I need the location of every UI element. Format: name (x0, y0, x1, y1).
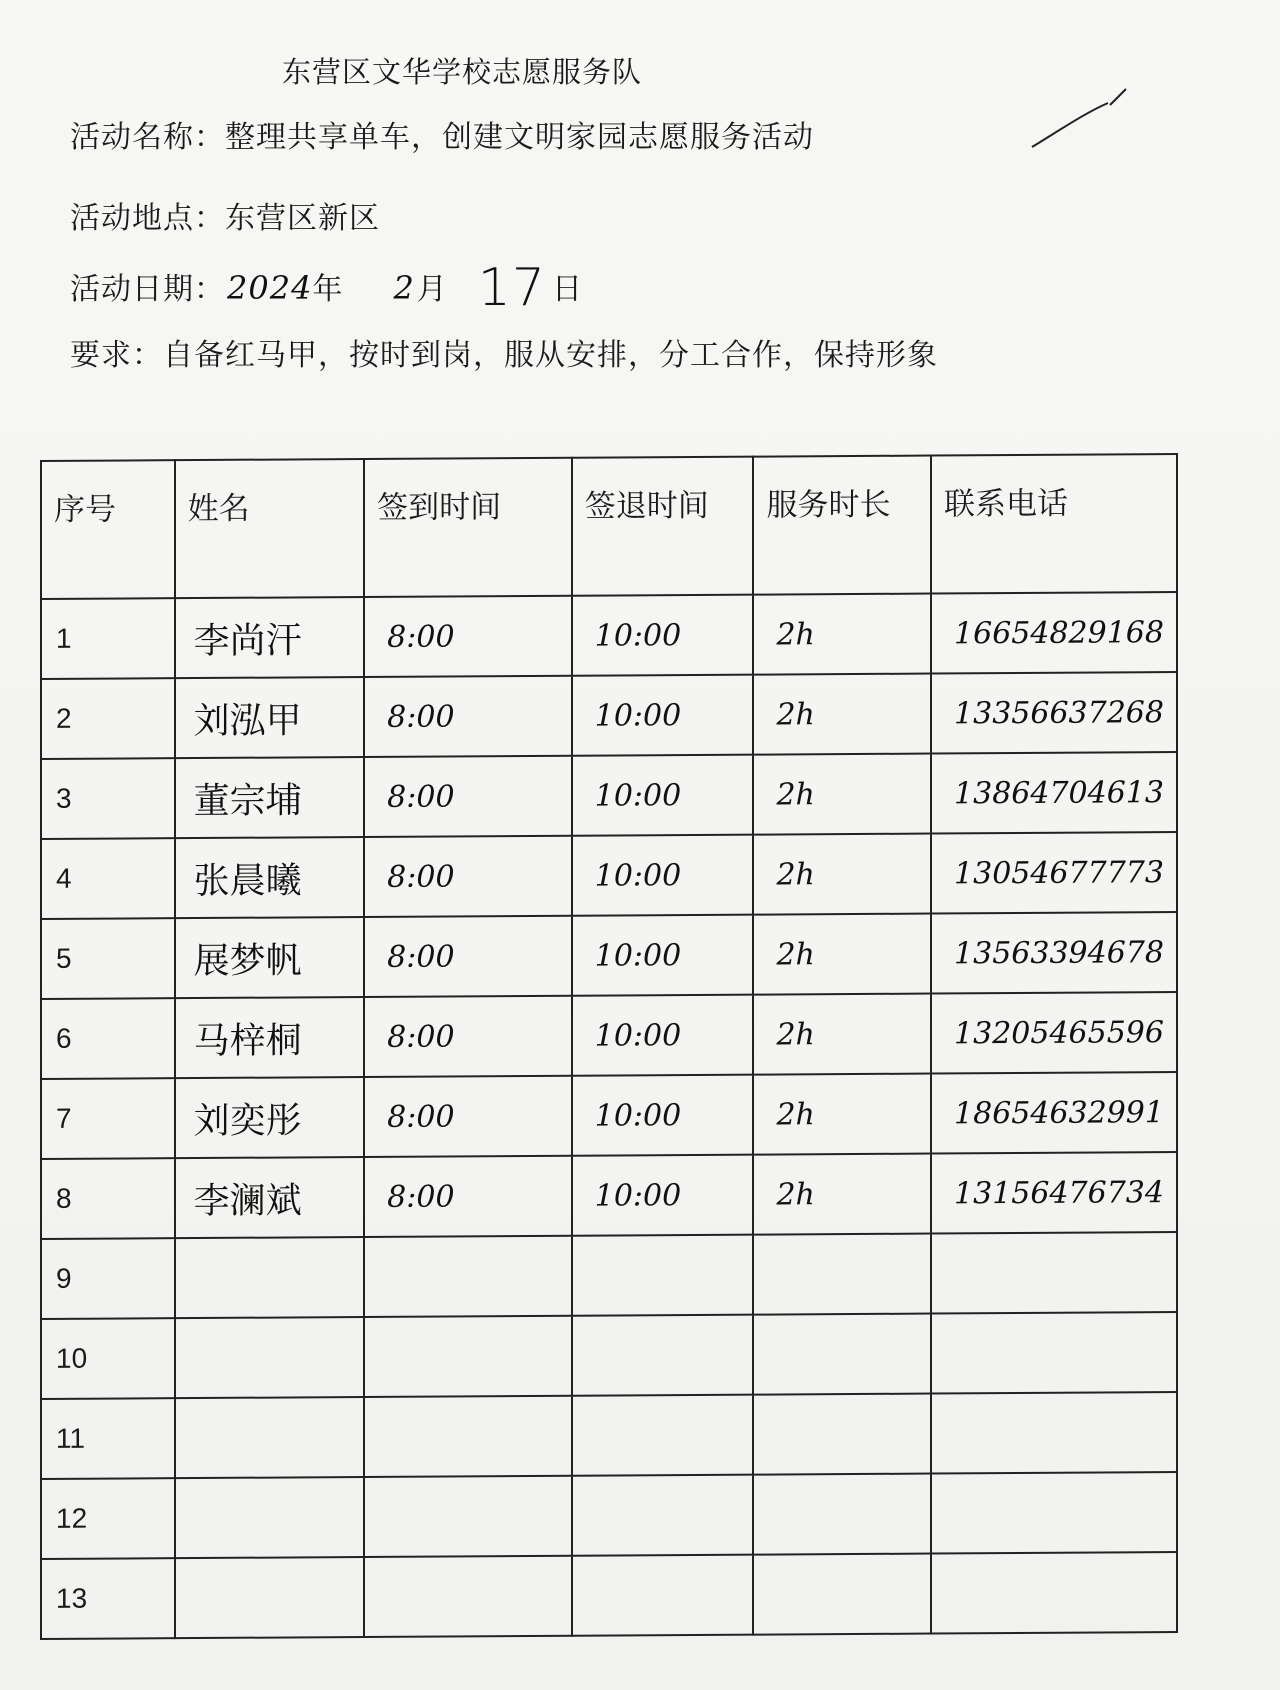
activity-name-line (70, 112, 814, 156)
cell-name (175, 1557, 365, 1638)
cell-sign-out: 10:00 (572, 915, 754, 996)
cell-sign-out: 10:00 (572, 595, 754, 676)
cell-name: 李尚汗 (175, 597, 365, 678)
cell-phone (931, 1552, 1177, 1634)
cell-phone (931, 1392, 1177, 1474)
cell-phone (931, 1312, 1177, 1394)
cell-name (175, 1397, 365, 1478)
cell-sign-out: 10:00 (572, 835, 754, 916)
table-row (41, 832, 1177, 919)
cell-sign-in: 8:00 (364, 676, 572, 757)
activity-name-label: 活动名称： (70, 120, 225, 155)
table-row (41, 1232, 1177, 1319)
table-body (41, 592, 1177, 1639)
cell-sign-out: 10:00 (572, 675, 754, 756)
attendance-table (40, 453, 1178, 1640)
header-phone: 联系电话 (931, 454, 1177, 594)
cell-duration: 2h (753, 994, 931, 1075)
date-month-unit: 月 (416, 272, 448, 307)
cell-sign-in: 8:00 (364, 1076, 572, 1157)
cell-duration: 2h (753, 594, 931, 675)
cell-duration (753, 1234, 931, 1315)
cell-sign-out: 10:00 (572, 755, 754, 836)
cell-no: 2 (41, 678, 175, 759)
requirements-value: 自备红马甲，按时到岗，服从安排，分工合作，保持形象 (163, 338, 938, 373)
cell-sign-in: 8:00 (364, 996, 572, 1077)
cell-duration: 2h (753, 834, 931, 915)
header-no: 序号 (41, 460, 175, 599)
cell-sign-in: 8:00 (364, 836, 572, 917)
cell-phone: 13054677773 (931, 832, 1177, 914)
cell-no: 11 (41, 1398, 175, 1479)
cell-no: 7 (41, 1078, 175, 1159)
cell-sign-out: 10:00 (572, 1155, 754, 1236)
activity-name-value: 整理共享单车，创建文明家园志愿服务活动 (225, 120, 814, 155)
cell-name: 刘泓甲 (175, 677, 365, 758)
cell-duration (753, 1474, 931, 1555)
cell-sign-out: 10:00 (572, 1075, 754, 1156)
cell-phone (931, 1232, 1177, 1314)
cell-name: 刘奕彤 (175, 1077, 365, 1158)
date-year-unit: 年 (312, 272, 344, 307)
table-row (41, 912, 1177, 999)
table-row (41, 752, 1177, 839)
table-row (41, 592, 1177, 679)
date-day: 17 (477, 258, 546, 318)
cell-name (175, 1237, 365, 1318)
cell-sign-in: 8:00 (364, 596, 572, 677)
cell-name: 展梦帆 (175, 917, 365, 998)
cell-phone (931, 1472, 1177, 1554)
table-row (41, 1312, 1177, 1399)
header-sign-in: 签到时间 (364, 458, 572, 597)
cell-duration: 2h (753, 1074, 931, 1155)
table-header-row (41, 454, 1177, 599)
requirements-label: 要求： (70, 338, 163, 373)
header-name: 姓名 (175, 459, 365, 598)
date-month: 2 (393, 269, 415, 307)
cell-name: 张晨曦 (175, 837, 365, 918)
table-row (41, 1072, 1177, 1159)
cell-phone: 13205465596 (931, 992, 1177, 1074)
cell-name: 李澜斌 (175, 1157, 365, 1238)
cell-sign-out (572, 1235, 754, 1316)
header-sign-out: 签退时间 (572, 457, 754, 596)
cell-duration: 2h (753, 914, 931, 995)
cell-sign-out (572, 1475, 754, 1556)
cell-sign-out (572, 1555, 754, 1636)
cell-no: 6 (41, 998, 175, 1079)
cell-sign-out: 10:00 (572, 995, 754, 1076)
cell-sign-out (572, 1395, 754, 1476)
cell-name (175, 1317, 365, 1398)
cell-no: 10 (41, 1318, 175, 1399)
cell-sign-in (364, 1396, 572, 1477)
cell-name: 马梓桐 (175, 997, 365, 1078)
cell-phone: 18654632991 (931, 1072, 1177, 1154)
cell-name: 董宗埔 (175, 757, 365, 838)
requirements-line (70, 330, 938, 374)
date-year: 2024 (227, 269, 313, 307)
cell-phone: 13864704613 (931, 752, 1177, 834)
date-line (70, 258, 583, 318)
cell-duration: 2h (753, 674, 931, 755)
cell-no: 5 (41, 918, 175, 999)
cell-phone: 13356637268 (931, 672, 1177, 754)
table-row (41, 1392, 1177, 1479)
cell-sign-in: 8:00 (364, 916, 572, 997)
table-row (41, 672, 1177, 759)
cell-phone: 13563394678 (931, 912, 1177, 994)
location-value: 东营区新区 (225, 201, 380, 236)
cell-duration: 2h (753, 1154, 931, 1235)
cell-sign-in (364, 1476, 572, 1557)
document-title: 东营区文华学校志愿服务队 (282, 55, 643, 89)
pen-mark (1030, 85, 1130, 155)
attendance-table-wrapper (40, 460, 1178, 1640)
cell-no: 9 (41, 1238, 175, 1319)
cell-no: 12 (41, 1478, 175, 1559)
cell-sign-out (572, 1315, 754, 1396)
cell-no: 4 (41, 838, 175, 919)
cell-no: 3 (41, 758, 175, 839)
cell-no: 13 (41, 1558, 175, 1639)
location-label: 活动地点： (70, 201, 225, 236)
cell-sign-in (364, 1316, 572, 1397)
table-row (41, 1152, 1177, 1239)
cell-sign-in: 8:00 (364, 756, 572, 837)
cell-sign-in (364, 1556, 572, 1637)
date-label: 活动日期： (70, 272, 225, 307)
cell-duration: 2h (753, 754, 931, 835)
cell-name (175, 1477, 365, 1558)
cell-duration (753, 1554, 931, 1635)
cell-sign-in (364, 1236, 572, 1317)
table-row (41, 992, 1177, 1079)
cell-duration (753, 1394, 931, 1475)
header-duration: 服务时长 (753, 456, 931, 595)
cell-no: 8 (41, 1158, 175, 1239)
cell-sign-in: 8:00 (364, 1156, 572, 1237)
table-row (41, 1552, 1177, 1639)
table-row (41, 1472, 1177, 1559)
date-day-unit: 日 (551, 272, 583, 307)
cell-no: 1 (41, 598, 175, 679)
cell-phone: 13156476734 (931, 1152, 1177, 1234)
location-line (70, 193, 380, 237)
cell-phone: 16654829168 (931, 592, 1177, 674)
cell-duration (753, 1314, 931, 1395)
